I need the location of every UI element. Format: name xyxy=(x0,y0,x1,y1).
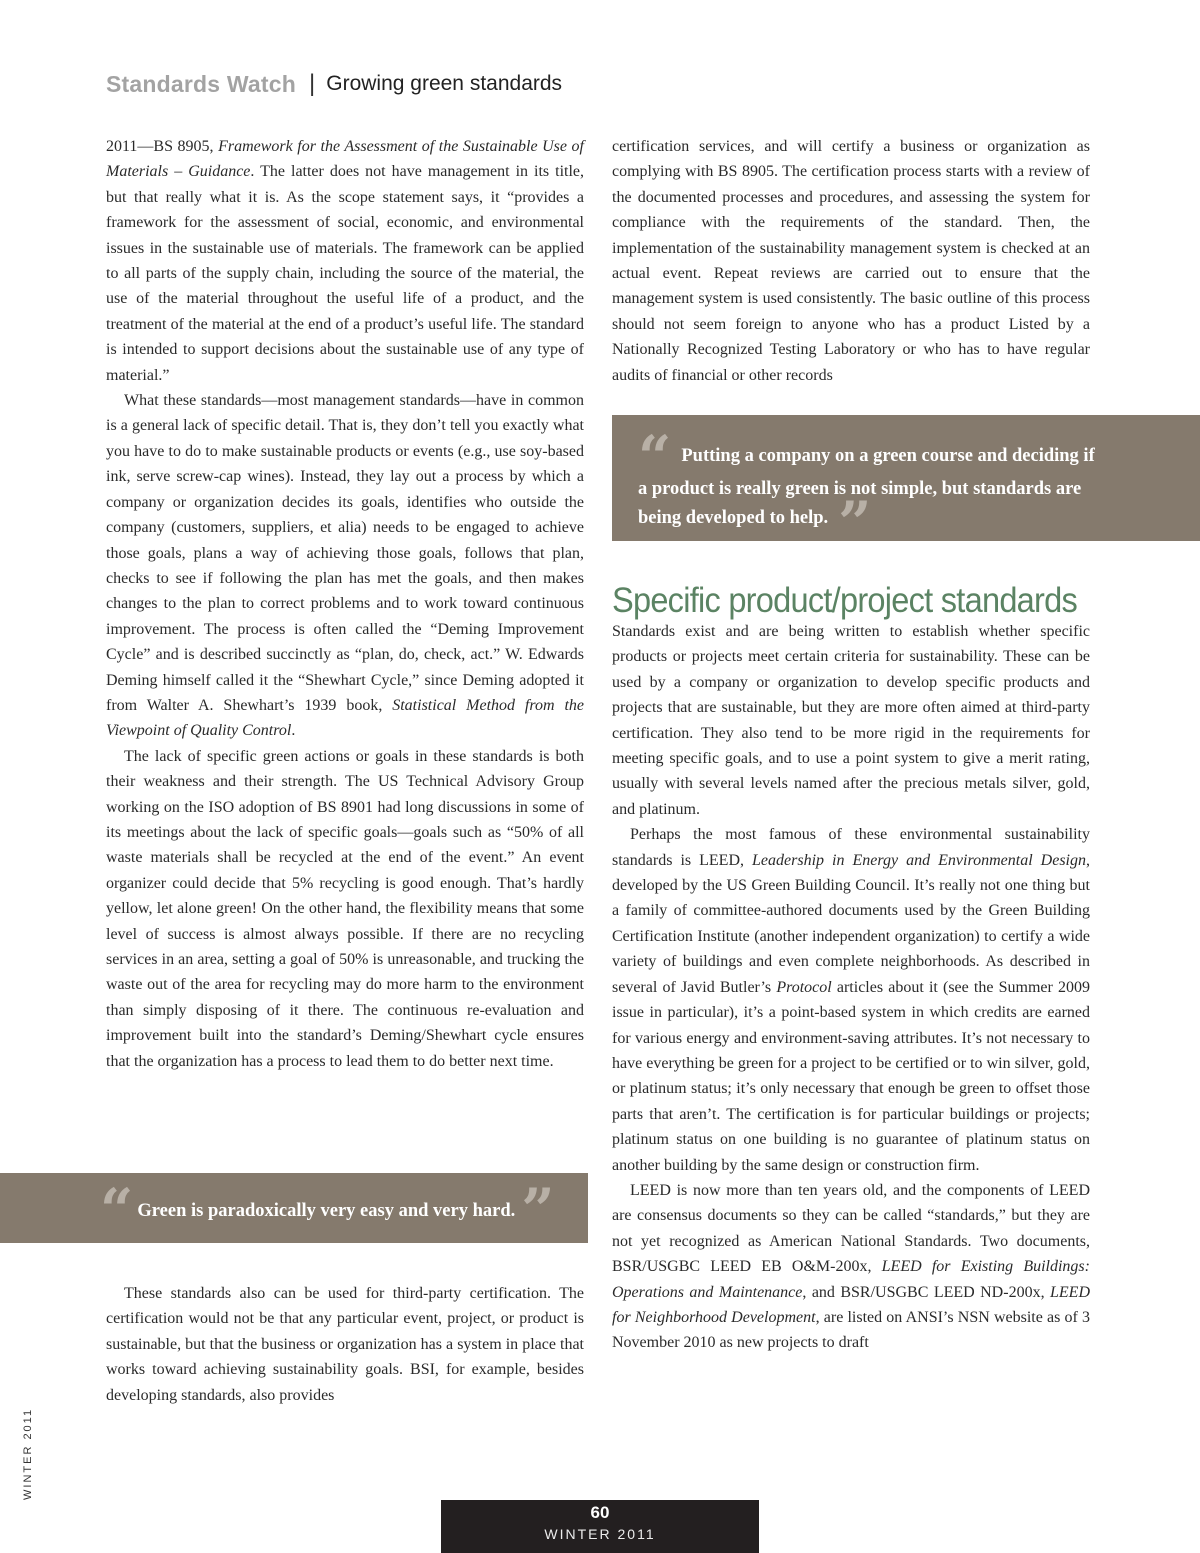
text-run: . xyxy=(291,722,296,740)
footer-issue: WINTER 2011 xyxy=(544,1526,656,1542)
header-separator: | xyxy=(309,70,316,97)
pull-quote-right xyxy=(612,415,1200,557)
left-column-top xyxy=(106,134,584,1074)
pull-quote-left-body: Green is paradoxically very easy and very hard. xyxy=(137,1201,516,1221)
text-run: articles about it (see the Summer 2009 issue in particular), it’s a point-based system in which credits are earned for various energy and environment-saving attributes. It’s not necessary to have everything be green for a project to be certified or to win silver, gold, or platinum status; it’s only necessary that enough be green to offset those parts that aren’t. The certification is for particular buildings or projects; platinum status on one building is no guarantee of platinum status on another building by the same design or construction firm. xyxy=(612,978,1090,1174)
title-italic: Framework for the Assessment of the Sustainable Use of Materials – Guidance xyxy=(106,138,584,181)
protocol-italic: Protocol xyxy=(776,978,832,996)
running-header xyxy=(106,66,562,102)
text-run: Perhaps the most famous of these environmental sustainability standards is LEED, xyxy=(612,826,1090,869)
left-column-bottom xyxy=(106,1281,584,1408)
text-run: , developed by the US Green Building Council. It’s really not one thing but a family of committee-authored documents used by the Green Building Certification Institute (another independent organization) to certify a wide variety of buildings and even complete neighborhoods. As described in several of Javid Butler’s xyxy=(612,851,1090,996)
right-paragraph-2: Standards exist and are being written to establish whether specific products or projects meet certain criteria for sustainability. These can be used by a company or organization to develop specific products and projects that are sustainable, but they are more often aimed at third-party certification. They also tend to be more rigid in the requirements for meeting specific goals, and to use a point system to give a merit rating, usually with several levels named after the precious metals silver, gold, and platinum. xyxy=(612,623,1090,818)
leed-nd-title-italic: LEED for Neighborhood Development xyxy=(612,1283,1090,1326)
text-run: What these standards—most management standards—have in common is a general lack of specific detail. That is, they don’t tell you exactly what you have to do to make sustainable products or events (e.g., use soy-based ink, serve screw-cap wines). Instead, they lay out a process by which a company or organization decides its goals, identifies who outside the company (customers, suppliers, et alia) needs to be engaged to achieve those goals, plans a way of achieving those goals, follows that plan, checks to see if following the plan has met the goals, and then makes changes to the plan to correct problems and to work toward continuous improvement. The process is often called the “Deming Improvement Cycle” and is described succinctly as “plan, do, check, act.” W. Edwards Deming himself called it the “Shewhart Cycle,” since Deming adopted it from Walter A. Shewhart’s 1939 book, xyxy=(106,392,584,714)
book-title-italic: Statistical Method from the Viewpoint of Quality Control xyxy=(106,696,584,740)
text-run: 2011—BS 8905, xyxy=(106,138,219,155)
header-section-name: Standards Watch xyxy=(106,70,297,97)
left-paragraph-3: The lack of specific green actions or goals in these standards is both their weakness and their strength. The US Technical Advisory Group working on the ISO adoption of BS 8901 had long discussions in some of its meetings about the lack of specific goals—goals such as “50% of all waste materials shall be recycled at the end of the event.” An event organizer could decide that 5% recycling is good enough. That’s hardly yellow, let alone green! On the other hand, the flexibility means that some level of success is almost always possible. If there are no recycling services in an area, setting a goal of 50% is unreasonable, and trucking the waste out of the area for recycling may do more harm to the environment than simply disposing of it there. The continuous re-evaluation and improvement built into the standard’s Deming/Shewhart cycle ensures that the organization has a process to lead them to do better next time. xyxy=(106,747,584,1070)
page-footer xyxy=(441,1500,759,1553)
left-paragraph-4: These standards also can be used for third-party certification. The certification would not be that any particular event, project, or product is sustainable, but that the business or organization has a system in place that works toward achieving sustainability goals. BSI, for example, besides developing standards, also provides xyxy=(106,1285,584,1404)
text-run: LEED is now more than ten years old, and the components of LEED are consensus documents so they can be called “standards,” but they are not yet recognized as American National Standards. Two documents, BSR/USGBC LEED EB O&M-200x, xyxy=(612,1181,1090,1276)
right-paragraph-4 xyxy=(612,1178,1090,1356)
right-column-bottom xyxy=(612,619,1090,1356)
right-column-top xyxy=(612,134,1090,388)
text-run: , and BSR/USGBC LEED ND-200x, xyxy=(802,1283,1050,1301)
close-quote-icon: ” xyxy=(521,1176,555,1244)
side-issue-label: WINTER 2011 xyxy=(22,1407,34,1500)
pull-quote-left xyxy=(0,1173,588,1243)
open-quote-icon: “ xyxy=(100,1176,134,1244)
leed-name-italic: Leadership in Energy and Environmental Design xyxy=(752,851,1086,869)
text-run: . The latter does not have management in its title, but that really what it is. As the scope statement says, it “provides a framework for the assessment of social, economic, and environmental issues in the sustainable use of materials. The framework can be applied to all parts of the supply chain, including the source of the material, the use of the material throughout the useful life of a product, and the treatment of the material at the end of a product’s useful life. The standard is intended to support decisions about the sustainable use of any type of material.” xyxy=(106,163,585,384)
header-topic: Growing green standards xyxy=(326,72,563,95)
section-heading: Specific product/project standards xyxy=(612,581,1078,620)
page-number: 60 xyxy=(590,1503,610,1522)
pull-quote-right-body: Putting a company on a green course and deciding if a product is really green is not simple, but standards are being developed to help. xyxy=(638,446,1095,528)
open-quote-icon: “ xyxy=(638,423,672,491)
right-paragraph-1: certification services, and will certify a business or organization as complying with BS 8905. The certification process starts with a review of the documented processes and procedures, and assessing the system for compliance with the requirements of the standard. Then, the implementation of the sustainability management system is checked at an actual event. Repeat reviews are carried out to ensure that the management system is used consistently. The basic outline of this process should not seem foreign to anyone who has a product Listed by a Nationally Recognized Testing Laboratory or who has to have regular audits of financial or other records xyxy=(612,138,1090,384)
left-paragraph-1 xyxy=(106,134,584,388)
close-quote-icon: ” xyxy=(838,488,872,557)
text-run: , are listed on ANSI’s NSN website as of 3 November 2010 as new projects to draft xyxy=(612,1308,1091,1352)
leed-eb-title-italic: LEED for Existing Buildings: Operations and Maintenance xyxy=(612,1258,1090,1301)
pull-quote-left-text xyxy=(100,1176,580,1244)
left-paragraph-2 xyxy=(106,388,584,744)
right-paragraph-3 xyxy=(612,822,1090,1178)
pull-quote-right-text xyxy=(638,423,1108,557)
